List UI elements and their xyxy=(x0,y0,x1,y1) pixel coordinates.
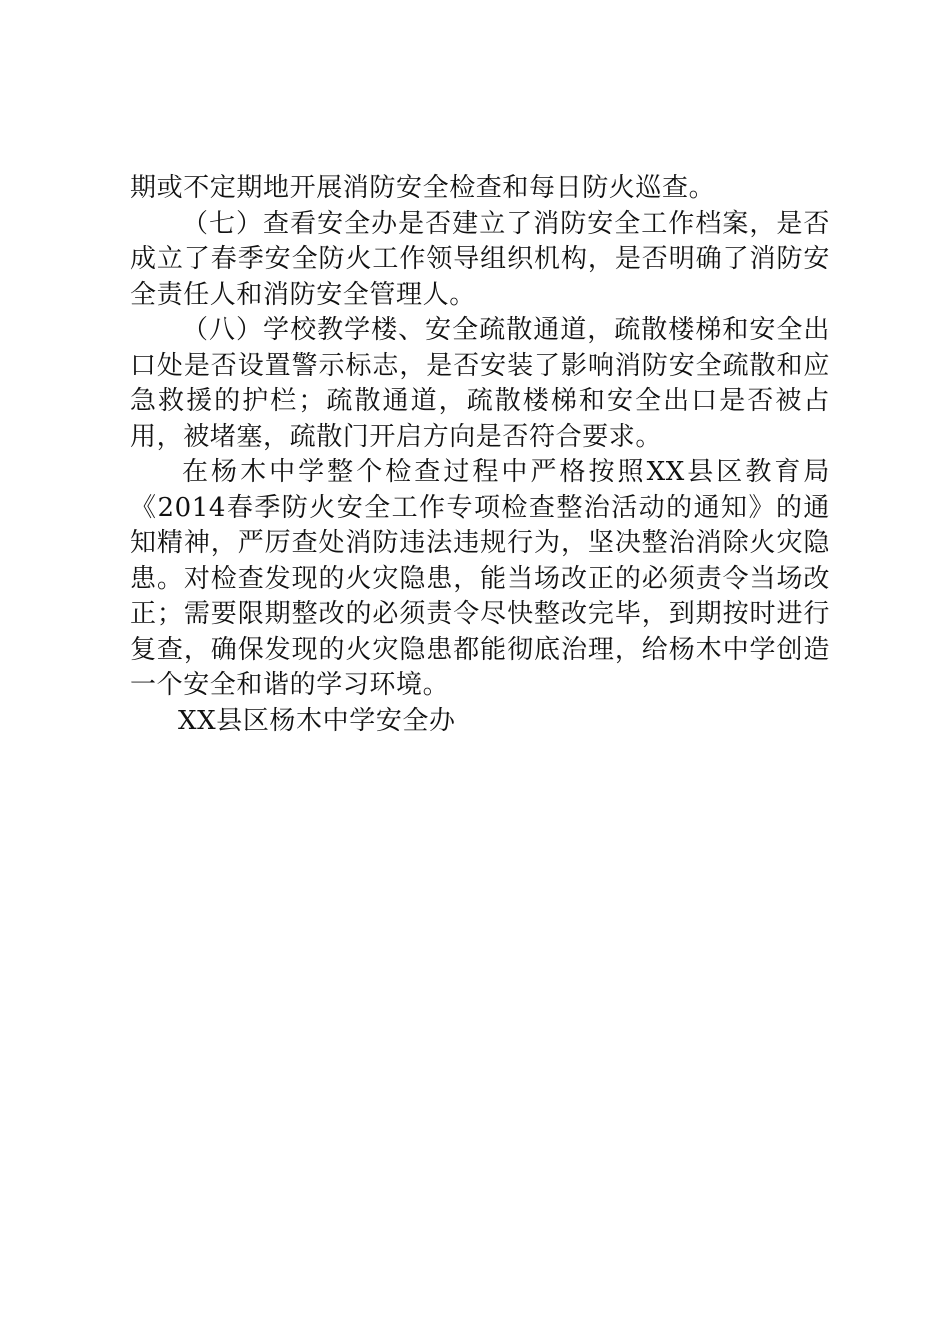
paragraph-item-8: （八）学校教学楼、安全疏散通道，疏散楼梯和安全出口处是否设置警示标志，是否安装了影响消防安全疏散和应急救援的护栏；疏散通道，疏散楼梯和安全出口是否被占用，被堵塞，疏散门开启方向是否符合要求。 xyxy=(130,315,830,452)
signature-line: XX县区杨木中学安全办 xyxy=(178,705,456,736)
paragraph-continuation: 期或不定期地开展消防安全检查和每日防火巡查。 xyxy=(130,173,716,203)
paragraph-summary: 在杨木中学整个检查过程中严格按照XX县区教育局《2014春季防火安全工作专项检查整治活动的通知》的通知精神，严厉查处消防违法违规行为，坚决整治消除火灾隐患。对检查发现的火灾隐患，能当场改正的必须责令当场改正；需要限期整改的必须责令尽快整改完毕，到期按时进行复查，确保发现的火灾隐患都能彻底治理，给杨木中学创造一个安全和谐的学习环境。 xyxy=(130,457,830,700)
paragraph-item-7: （七）查看安全办是否建立了消防安全工作档案，是否成立了春季安全防火工作领导组织机构，是否明确了消防安全责任人和消防安全管理人。 xyxy=(130,208,830,310)
document-body xyxy=(130,171,830,739)
